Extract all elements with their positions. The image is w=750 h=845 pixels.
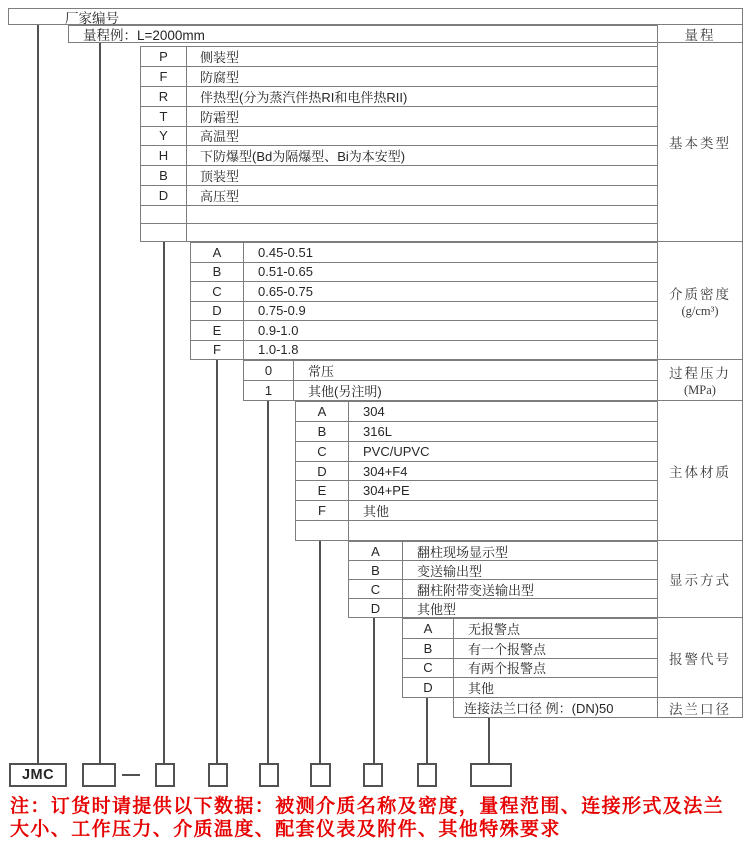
option-row-empty <box>296 520 657 540</box>
option-row <box>191 262 657 282</box>
option-row <box>191 340 657 360</box>
connector-line-alarm <box>426 698 428 764</box>
option-code: C <box>403 659 454 678</box>
option-code: 0 <box>244 361 294 380</box>
option-desc: 其他(另注明) <box>308 384 382 399</box>
process-pressure-block <box>243 360 657 401</box>
option-desc: 其他型 <box>417 601 457 617</box>
option-code: B <box>296 422 349 441</box>
option-code <box>141 206 187 223</box>
flange-diameter-row <box>453 698 657 718</box>
connector-line-pressure <box>267 401 269 764</box>
option-row <box>403 619 657 638</box>
option-desc: 304+F4 <box>363 463 408 479</box>
option-row <box>244 380 657 400</box>
option-code: B <box>403 639 454 658</box>
option-desc: 有两个报警点 <box>468 661 547 677</box>
connector-line-factory <box>37 25 39 764</box>
category-range: 量程 <box>658 25 742 43</box>
option-row <box>403 677 657 697</box>
option-row <box>296 480 657 500</box>
code-box-display <box>363 763 383 787</box>
option-row <box>296 461 657 481</box>
range-example-row <box>68 25 657 43</box>
option-row <box>349 579 657 598</box>
option-code: C <box>349 580 403 598</box>
option-desc: 0.9-1.0 <box>258 322 299 338</box>
option-desc: 翻柱附带变送输出型 <box>417 582 535 598</box>
option-desc: 304+PE <box>363 483 410 499</box>
option-code: D <box>191 302 244 321</box>
option-desc: 316L <box>363 423 392 439</box>
option-desc: 伴热型(分为蒸汽伴热RI和电伴热RII) <box>200 89 408 105</box>
option-desc: 0.45-0.51 <box>258 244 313 260</box>
code-box-material <box>310 763 331 787</box>
range-example-label: 量程例：L=2000mm <box>83 28 205 43</box>
order-note-line2: 大小、工作压力、介质温度、配套仪表及附件、其他特殊要求 <box>10 818 561 840</box>
option-desc: 1.0-1.8 <box>258 342 299 358</box>
option-row <box>296 402 657 421</box>
option-code: B <box>141 166 187 185</box>
option-row-empty <box>141 223 657 241</box>
option-row <box>191 320 657 340</box>
option-code <box>141 224 187 241</box>
code-box-pressure <box>259 763 279 787</box>
category-medium-density: 介质密度 (g/cm³) <box>658 242 742 360</box>
option-code: A <box>191 243 244 262</box>
category-flange-diameter: 法兰口径 <box>658 698 742 718</box>
option-code: A <box>349 542 403 560</box>
option-row <box>403 658 657 678</box>
option-row <box>141 106 657 126</box>
option-row <box>349 560 657 579</box>
option-code <box>296 521 349 540</box>
option-row <box>244 361 657 380</box>
option-code: D <box>141 186 187 205</box>
code-box-alarm <box>417 763 437 787</box>
display-mode-block <box>348 541 657 618</box>
option-desc: 侧装型 <box>200 49 240 65</box>
option-desc: 防腐型 <box>200 69 240 85</box>
option-row <box>191 281 657 301</box>
option-row <box>296 421 657 441</box>
option-desc: 翻柱现场显示型 <box>417 544 509 560</box>
connector-line-flange <box>488 718 490 764</box>
option-row <box>349 542 657 560</box>
option-desc: 下防爆型(Bd为隔爆型、Bi为本安型) <box>200 149 406 165</box>
flange-diameter-text: 连接法兰口径 例：(DN)50 <box>464 701 614 716</box>
option-desc: 0.65-0.75 <box>258 283 313 299</box>
model-prefix-box <box>9 763 67 787</box>
option-desc: 0.75-0.9 <box>258 303 306 319</box>
option-row <box>403 638 657 658</box>
connector-line-display <box>373 618 375 764</box>
factory-code-label: 厂家编号 <box>65 10 119 26</box>
category-label-column <box>657 25 743 718</box>
code-box-range <box>82 763 116 787</box>
option-row <box>296 500 657 520</box>
option-row <box>191 243 657 262</box>
option-code: D <box>403 678 454 697</box>
option-row <box>141 47 657 66</box>
option-desc: 高温型 <box>200 129 240 145</box>
factory-code-row <box>8 8 743 25</box>
option-code: B <box>349 561 403 579</box>
option-code: E <box>296 481 349 500</box>
option-code: F <box>191 341 244 360</box>
option-code: T <box>141 107 187 126</box>
option-code: F <box>296 501 349 520</box>
basic-type-block <box>140 46 657 242</box>
category-body-material: 主体材质 <box>658 401 742 541</box>
option-code: 1 <box>244 381 294 400</box>
option-desc: 变送输出型 <box>417 563 483 579</box>
option-desc: 304 <box>363 403 385 419</box>
option-code: A <box>296 402 349 421</box>
model-prefix: JMC <box>21 767 55 783</box>
option-code: F <box>141 67 187 86</box>
code-box-flange <box>470 763 512 787</box>
option-row-empty <box>141 205 657 223</box>
option-desc: 顶装型 <box>200 169 240 185</box>
option-row <box>141 126 657 146</box>
option-desc: 高压型 <box>200 189 240 205</box>
option-desc: 防霜型 <box>200 109 240 125</box>
category-basic-type: 基本类型 <box>658 43 742 242</box>
option-code: C <box>296 442 349 461</box>
option-code: P <box>141 47 187 66</box>
option-code: C <box>191 282 244 301</box>
option-desc: 常压 <box>308 364 335 379</box>
order-note <box>10 796 748 841</box>
body-material-block <box>295 401 657 541</box>
code-box-density <box>208 763 228 787</box>
code-box-basic-type <box>155 763 175 787</box>
connector-line-range <box>99 43 101 764</box>
option-row <box>191 301 657 321</box>
option-code: D <box>349 599 403 617</box>
category-display-mode: 显示方式 <box>658 541 742 618</box>
option-row <box>141 165 657 185</box>
category-alarm-code: 报警代号 <box>658 618 742 698</box>
option-row <box>141 66 657 86</box>
option-desc: PVC/UPVC <box>363 443 430 459</box>
connector-line-density <box>216 360 218 764</box>
option-desc: 其他 <box>468 681 495 697</box>
option-code: H <box>141 146 187 165</box>
option-desc: 无报警点 <box>468 621 521 637</box>
option-row <box>296 441 657 461</box>
order-note-line1: 注：订货时请提供以下数据：被测介质名称及密度，量程范围、连接形式及法兰 <box>10 796 725 817</box>
connector-line-basic-type <box>163 242 165 764</box>
option-desc: 其他 <box>363 504 390 520</box>
option-code: E <box>191 321 244 340</box>
connector-line-material <box>319 541 321 764</box>
option-row <box>141 86 657 106</box>
option-code: D <box>296 462 349 481</box>
option-row <box>141 145 657 165</box>
category-process-pressure: 过程压力 (MPa) <box>658 360 742 401</box>
option-code: B <box>191 263 244 282</box>
option-code: Y <box>141 127 187 146</box>
option-desc: 有一个报警点 <box>468 641 547 657</box>
option-code: R <box>141 87 187 106</box>
alarm-code-block <box>402 618 657 698</box>
option-desc: 0.51-0.65 <box>258 264 313 280</box>
option-code: A <box>403 619 454 638</box>
separator-dash <box>122 774 140 776</box>
medium-density-block <box>190 242 657 360</box>
option-row <box>349 598 657 617</box>
option-row <box>141 185 657 205</box>
